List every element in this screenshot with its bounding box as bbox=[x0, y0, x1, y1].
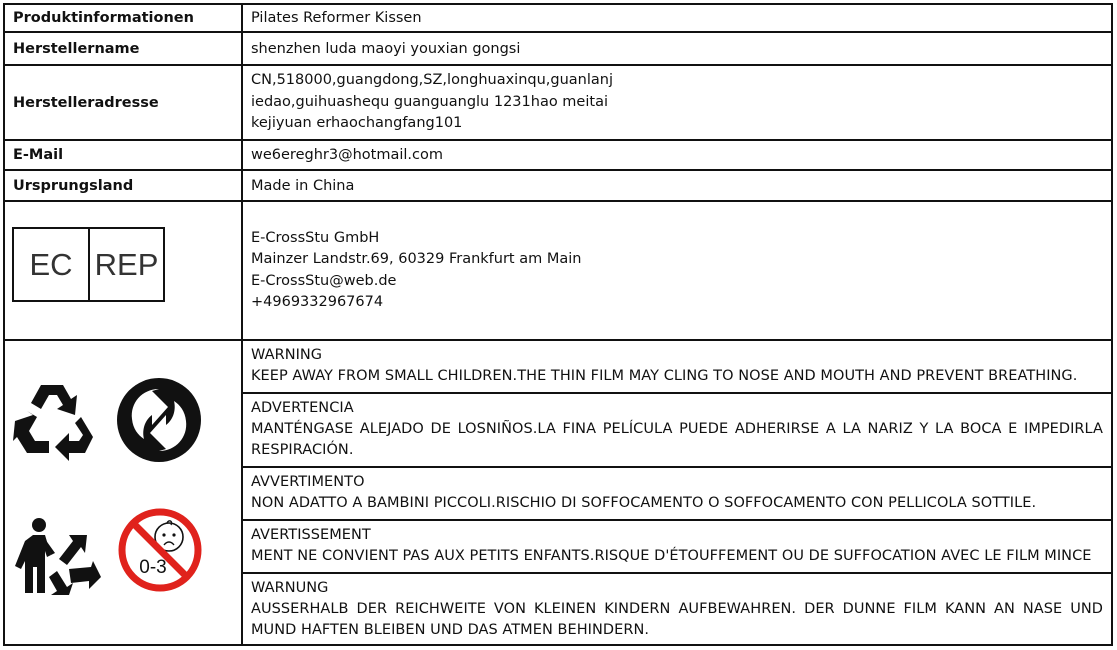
label-product-info-text: Produktinformationen bbox=[13, 10, 194, 26]
value-country-of-origin bbox=[241, 169, 1113, 202]
warning-text: AUSSERHALB DER REICHWEITE VON KLEINEN KINDERN AUFBEWAHREN. DER DUNNE FILM KANN AN NASE UND MUND HAFTEN BLEIBEN UND DAS ATMEN BEHINDERN. bbox=[251, 601, 1103, 638]
ec-rep-line: E-CrossStu@web.de bbox=[251, 272, 397, 289]
value-product-info bbox=[241, 3, 1113, 33]
value-manufacturer-name-text: shenzhen luda maoyi youxian gongsi bbox=[251, 40, 521, 57]
age-warning-icon bbox=[117, 507, 203, 593]
label-email-text: E-Mail bbox=[13, 147, 64, 163]
value-email bbox=[241, 139, 1113, 171]
label-manufacturer-name-text: Herstellername bbox=[13, 40, 140, 57]
warning-de bbox=[241, 572, 1113, 646]
recycle-icon bbox=[11, 377, 101, 463]
label-manufacturer-name bbox=[3, 31, 243, 66]
warning-text: MANTÉNGASE ALEJADO DE LOSNIÑOS.LA FINA PELÍCULA PUEDE ADHERIRSE A LA NARIZ Y LA BOCA E IMPEDIRLA RESPIRACIÓN. bbox=[251, 421, 1103, 458]
ec-rep-badge bbox=[12, 227, 165, 302]
label-country-of-origin bbox=[3, 169, 243, 202]
product-info-sheet bbox=[3, 3, 1113, 646]
label-manufacturer-address-text: Herstelleradresse bbox=[13, 94, 159, 111]
ec-rep-details bbox=[241, 200, 1113, 341]
tidyman-icon bbox=[11, 511, 101, 595]
warning-text: MENT NE CONVIENT PAS AUX PETITS ENFANTS.RISQUE D'ÉTOUFFEMENT OU DE SUFFOCATION AVEC LE FILM MINCE bbox=[251, 548, 1092, 564]
warning-title: AVERTISSEMENT bbox=[251, 527, 371, 543]
ec-label: EC bbox=[14, 229, 90, 300]
warning-title: WARNUNG bbox=[251, 580, 329, 596]
value-product-info-text: Pilates Reformer Kissen bbox=[251, 10, 422, 26]
address-line: iedao,guihuashequ guanguanglu 1231hao meitai bbox=[251, 93, 608, 110]
warning-title: AVVERTIMENTO bbox=[251, 474, 365, 490]
ec-rep-cell bbox=[3, 200, 243, 341]
value-manufacturer-name bbox=[241, 31, 1113, 66]
warning-es bbox=[241, 392, 1113, 468]
rep-label: REP bbox=[94, 246, 159, 282]
label-email bbox=[3, 139, 243, 171]
value-manufacturer-address bbox=[241, 64, 1113, 141]
warning-fr bbox=[241, 519, 1113, 574]
label-country-of-origin-text: Ursprungsland bbox=[13, 177, 134, 194]
warning-text: NON ADATTO A BAMBINI PICCOLI.RISCHIO DI SOFFOCAMENTO O SOFFOCAMENTO CON PELLICOLA SOTTILE. bbox=[251, 495, 1037, 511]
value-country-of-origin-text: Made in China bbox=[251, 177, 355, 194]
warning-it bbox=[241, 466, 1113, 521]
age-warning-label: 0-3 bbox=[139, 557, 167, 578]
warning-title: ADVERTENCIA bbox=[251, 400, 354, 416]
ec-rep-line: +4969332967674 bbox=[251, 294, 384, 310]
warning-title: WARNING bbox=[251, 347, 323, 363]
warning-text: KEEP AWAY FROM SMALL CHILDREN.THE THIN FILM MAY CLING TO NOSE AND MOUTH AND PREVENT BREATHING. bbox=[251, 368, 1078, 384]
value-email-text: we6ereghr3@hotmail.com bbox=[251, 147, 443, 163]
address-line: kejiyuan erhaochangfang101 bbox=[251, 115, 463, 132]
green-dot-icon bbox=[116, 377, 202, 463]
label-manufacturer-address bbox=[3, 64, 243, 141]
label-product-info bbox=[3, 3, 243, 33]
symbols-cell bbox=[3, 339, 243, 646]
ec-rep-line: Mainzer Landstr.69, 60329 Frankfurt am Main bbox=[251, 251, 582, 267]
ec-rep-line: E-CrossStu GmbH bbox=[251, 229, 380, 246]
warning-en bbox=[241, 339, 1113, 394]
address-line: CN,518000,guangdong,SZ,longhuaxinqu,guanlanj bbox=[251, 72, 614, 89]
